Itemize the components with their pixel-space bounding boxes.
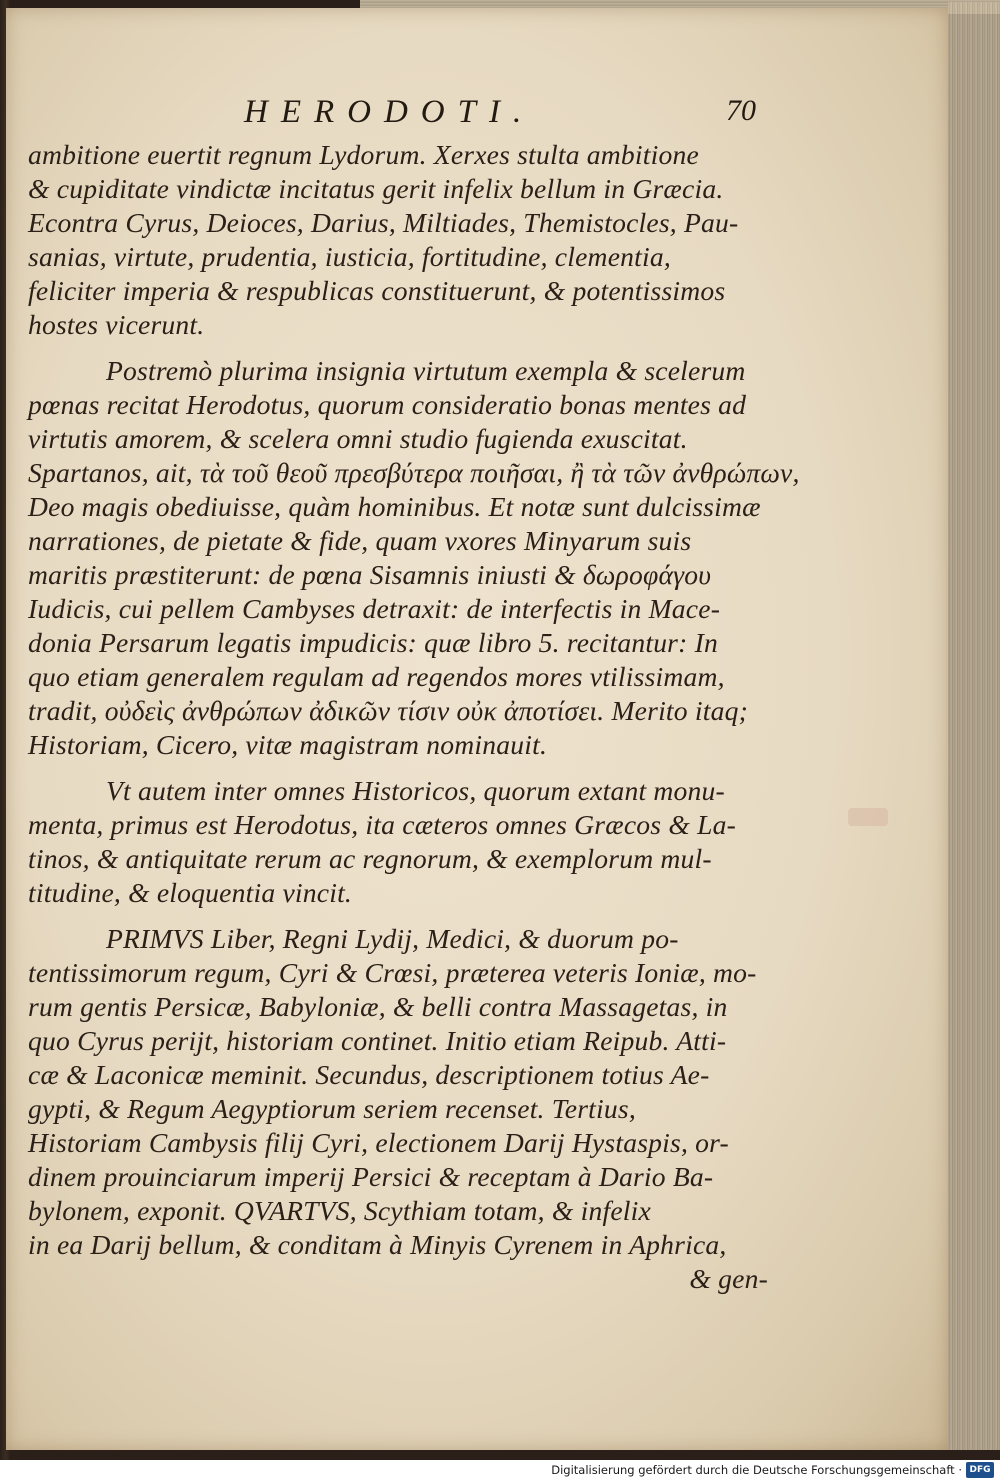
text-line: in ea Darij bellum, & conditam à Minyis Cyrenem in Aphrica, xyxy=(28,1229,727,1260)
text-line: Econtra Cyrus, Deioces, Darius, Miltiades, Themistocles, Pau- xyxy=(28,207,739,238)
text-line: tentissimorum regum, Cyri & Crœsi, præterea veteris Ioniæ, mo- xyxy=(28,957,757,988)
text-line: rum gentis Persicæ, Babyloniæ, & belli contra Massagetas, in xyxy=(28,991,728,1022)
paragraph-start-line: Vt autem inter omnes Historicos, quorum extant monu- xyxy=(106,775,725,806)
text-line: Deo magis obediuisse, quàm hominibus. Et notæ sunt dulcissimæ xyxy=(28,491,761,522)
page-edges xyxy=(948,2,1000,1450)
greek-quote-line: Spartanos, ait, τὰ τοῦ θεοῦ πρεσβύτερα ποιῆσαι, ἢ τὰ τῶν ἀνθρώπων, xyxy=(28,457,800,488)
text-line: Historiam Cambysis filij Cyri, electionem Darij Hystaspis, or- xyxy=(28,1127,729,1158)
text-line: menta, primus est Herodotus, ita cæteros omnes Græcos & La- xyxy=(28,809,737,840)
book-page xyxy=(6,8,948,1450)
text-line: feliciter imperia & respublicas constituerunt, & potentissimos xyxy=(28,275,726,306)
text-line: gypti, & Regum Aegyptiorum seriem recenset. Tertius, xyxy=(28,1093,636,1124)
text-line: donia Persarum legatis impudicis: quæ libro 5. recitantur: In xyxy=(28,627,718,658)
page-header xyxy=(6,94,948,134)
text-line: virtutis amorem, & scelera omni studio fugienda exuscitat. xyxy=(28,423,688,454)
text-line: Historiam, Cicero, vitæ magistram nominauit. xyxy=(28,729,548,760)
text-line: & cupiditate vindictæ incitatus gerit infelix bellum in Græcia. xyxy=(28,173,724,204)
text-line: sanias, virtute, prudentia, iusticia, fortitudine, clementia, xyxy=(28,241,671,272)
text-line: quo etiam generalem regulam ad regendos mores vtilissimam, xyxy=(28,661,725,692)
catchword: & gen- xyxy=(689,1263,768,1294)
page-number: 70 xyxy=(726,94,756,127)
text-line: ambitione euertit regnum Lydorum. Xerxes stulta ambitione xyxy=(28,139,699,170)
text-line: Iudicis, cui pellem Cambyses detraxit: de interfectis in Mace- xyxy=(28,593,721,624)
text-line: bylonem, exponit. QVARTVS, Scythiam totam, & infelix xyxy=(28,1195,651,1226)
text-line: titudine, & eloquentia vincit. xyxy=(28,877,353,908)
digitization-footer xyxy=(0,1460,1000,1482)
text-line: dinem prouinciarum imperij Persici & receptam à Dario Ba- xyxy=(28,1161,714,1192)
text-line: cæ & Laconicæ meminit. Secundus, descriptionem totius Ae- xyxy=(28,1059,710,1090)
funding-credit: Digitalisierung gefördert durch die Deutsche Forschungsgemeinschaft · xyxy=(551,1463,962,1477)
text-line: narrationes, de pietate & fide, quam vxores Minyarum suis xyxy=(28,525,692,556)
greek-quote-line: tradit, οὐδεὶς ἀνθρώπων ἀδικῶν τίσιν οὐκ ἀποτίσει. Merito itaq; xyxy=(28,695,749,726)
running-head: HERODOTI. xyxy=(244,94,535,130)
body-text xyxy=(28,138,800,1296)
text-line: quo Cyrus perijt, historiam continet. Initio etiam Reipub. Atti- xyxy=(28,1025,727,1056)
paragraph-start-line: PRIMVS Liber, Regni Lydij, Medici, & duorum po- xyxy=(106,923,679,954)
text-line: maritis præstiterunt: de pœna Sisamnis iniusti & δωροφάγου xyxy=(28,559,712,590)
text-line: pœnas recitat Herodotus, quorum consideratio bonas mentes ad xyxy=(28,389,747,420)
paper-stain xyxy=(848,808,888,826)
text-line: hostes vicerunt. xyxy=(28,309,205,340)
dfg-logo: DFG xyxy=(966,1462,994,1478)
text-line: tinos, & antiquitate rerum ac regnorum, & exemplorum mul- xyxy=(28,843,712,874)
paragraph-start-line: Postremò plurima insignia virtutum exempla & scelerum xyxy=(106,355,746,386)
